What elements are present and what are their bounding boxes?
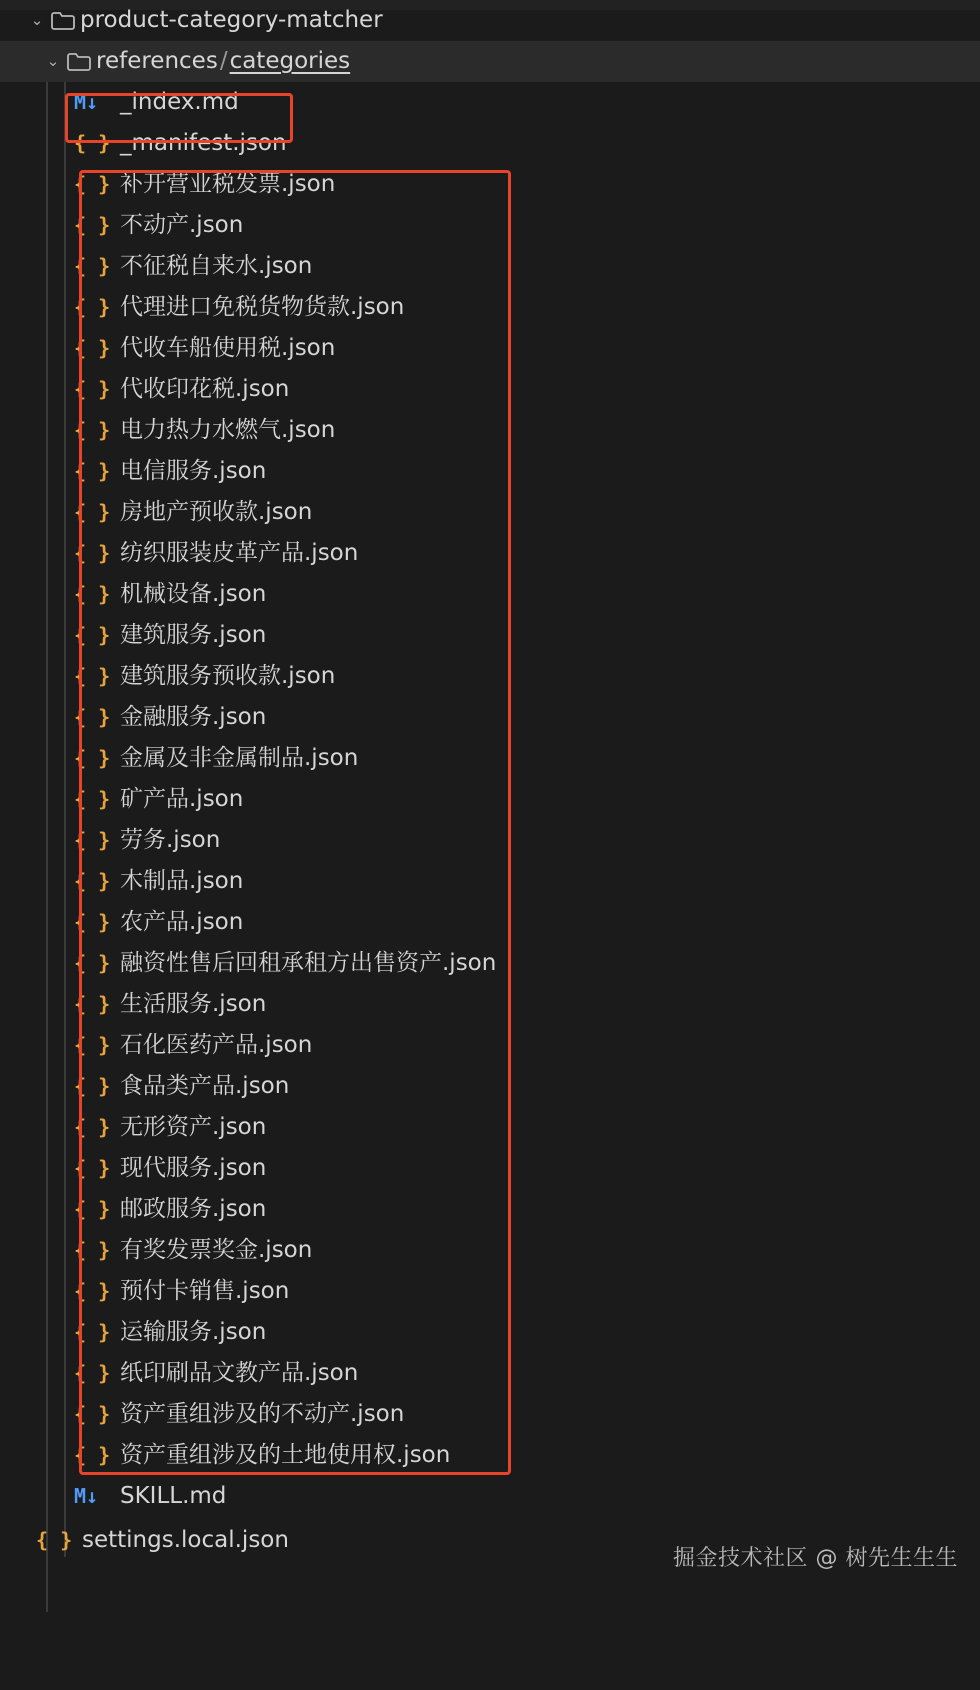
file-name-label: 补开营业税发票.json <box>120 171 336 197</box>
json-icon: { } <box>74 1443 111 1467</box>
file-name-label: 矿产品.json <box>120 786 244 812</box>
chevron-down-icon[interactable]: ⌄ <box>30 11 44 29</box>
file-name-label: 纸印刷品文教产品.json <box>120 1360 359 1386</box>
json-icon: { } <box>74 1402 111 1426</box>
tree-item-project-root[interactable] <box>0 0 980 41</box>
file-name-label: 金融服务.json <box>120 704 267 730</box>
json-icon: { } <box>74 951 111 975</box>
file-name-label: 不动产.json <box>120 212 244 238</box>
tree-item-file[interactable] <box>0 410 980 451</box>
json-icon: { } <box>74 213 111 237</box>
file-name-label: 现代服务.json <box>120 1155 267 1181</box>
file-name-label: 生活服务.json <box>120 991 267 1017</box>
json-icon: { } <box>74 541 111 565</box>
tree-item-file[interactable] <box>0 779 980 820</box>
tree-item-file[interactable] <box>0 287 980 328</box>
tree-item-file[interactable] <box>0 533 980 574</box>
file-name-label: 代理进口免税货物货款.json <box>120 294 405 320</box>
skill-md-label: SKILL.md <box>120 1483 227 1509</box>
watermark-text: 掘金技术社区 @ 树先生生生 <box>673 1546 958 1571</box>
tree-item-file[interactable] <box>0 1148 980 1189</box>
file-name-label: 纺织服装皮革产品.json <box>120 540 359 566</box>
tree-item-file[interactable] <box>0 615 980 656</box>
file-name-label: 农产品.json <box>120 909 244 935</box>
file-name-label: 运输服务.json <box>120 1319 267 1345</box>
tree-item-file[interactable] <box>0 246 980 287</box>
tree-item-skill-md[interactable] <box>0 1476 226 1517</box>
json-icon: { } <box>74 377 111 401</box>
json-icon: { } <box>74 295 111 319</box>
file-name-label: 代收车船使用税.json <box>120 335 336 361</box>
tree-item-file[interactable] <box>0 656 980 697</box>
file-name-label: 食品类产品.json <box>120 1073 290 1099</box>
json-icon: { } <box>74 1361 111 1385</box>
json-icon: { } <box>74 582 111 606</box>
categories-folder-label: categories <box>229 48 351 74</box>
tree-item-file[interactable] <box>0 1271 980 1312</box>
json-icon: { } <box>74 254 111 278</box>
tree-item-file[interactable] <box>0 943 980 984</box>
json-icon: { } <box>74 1033 111 1057</box>
partial-row-text <box>0 1676 980 1678</box>
tree-item-file[interactable] <box>0 205 980 246</box>
tree-item-file[interactable] <box>0 1230 980 1271</box>
json-icon: { } <box>74 828 111 852</box>
file-name-label: 房地产预收款.json <box>120 499 313 525</box>
json-icon: { } <box>36 1528 73 1552</box>
json-icon: { } <box>74 869 111 893</box>
json-icon: { } <box>74 746 111 770</box>
tree-item-file[interactable] <box>0 1189 980 1230</box>
tree-item-file[interactable] <box>0 902 980 943</box>
file-name-label: 木制品.json <box>120 868 244 894</box>
tree-item-file[interactable] <box>0 123 980 164</box>
file-list <box>0 82 980 1476</box>
json-icon: { } <box>74 1320 111 1344</box>
chevron-down-icon[interactable]: ⌄ <box>46 52 60 70</box>
json-icon: { } <box>74 1238 111 1262</box>
tree-item-file[interactable] <box>0 451 980 492</box>
json-icon: { } <box>74 992 111 1016</box>
json-icon: { } <box>74 1115 111 1139</box>
json-icon: { } <box>74 336 111 360</box>
tree-item-file[interactable] <box>0 1066 980 1107</box>
file-name-label: 预付卡销售.json <box>120 1278 290 1304</box>
file-name-label: 不征税自来水.json <box>120 253 313 279</box>
project-root-label: product-category-matcher <box>80 7 383 33</box>
file-name-label: 金属及非金属制品.json <box>120 745 359 771</box>
tree-item-file[interactable] <box>0 1025 980 1066</box>
file-name-label: 电力热力水燃气.json <box>120 417 336 443</box>
tree-item-settings-local-json[interactable] <box>0 1520 289 1561</box>
path-separator: / <box>219 48 228 74</box>
tree-item-file[interactable] <box>0 1353 980 1394</box>
tree-item-file[interactable] <box>0 1394 980 1435</box>
tree-item-file[interactable] <box>0 82 980 123</box>
tree-item-file[interactable] <box>0 1435 980 1476</box>
json-icon: { } <box>74 910 111 934</box>
file-name-label: 无形资产.json <box>120 1114 267 1140</box>
tree-item-file[interactable] <box>0 328 980 369</box>
json-icon: { } <box>74 1074 111 1098</box>
tree-item-file[interactable] <box>0 697 980 738</box>
json-icon: { } <box>74 1156 111 1180</box>
file-name-label: 资产重组涉及的不动产.json <box>120 1401 405 1427</box>
file-name-label: _manifest.json <box>120 130 287 156</box>
tree-item-file[interactable] <box>0 1312 980 1353</box>
file-name-label: _index.md <box>120 89 239 115</box>
json-icon: { } <box>74 1279 111 1303</box>
tree-item-file[interactable] <box>0 574 980 615</box>
json-icon: { } <box>74 418 111 442</box>
json-icon: { } <box>74 459 111 483</box>
tree-item-file[interactable] <box>0 492 980 533</box>
json-icon: { } <box>74 623 111 647</box>
markdown-icon: M↓ <box>74 90 99 114</box>
file-name-label: 劳务.json <box>120 827 221 853</box>
tree-item-references-categories[interactable] <box>0 41 980 82</box>
folder-icon <box>50 11 80 31</box>
file-name-label: 融资性售后回租承租方出售资产.json <box>120 950 497 976</box>
file-name-label: 有奖发票奖金.json <box>120 1237 313 1263</box>
json-icon: { } <box>74 500 111 524</box>
folder-icon <box>66 52 96 72</box>
file-name-label: 建筑服务预收款.json <box>120 663 336 689</box>
tree-item-file[interactable] <box>0 738 980 779</box>
file-name-label: 邮政服务.json <box>120 1196 267 1222</box>
json-icon: { } <box>74 1197 111 1221</box>
json-icon: { } <box>74 172 111 196</box>
tree-item-file[interactable] <box>0 1107 980 1148</box>
json-icon: { } <box>74 705 111 729</box>
tree-item-partial-bottom <box>0 1676 980 1690</box>
file-name-label: 资产重组涉及的土地使用权.json <box>120 1442 451 1468</box>
settings-local-json-label: settings.local.json <box>82 1527 289 1553</box>
file-name-label: 电信服务.json <box>120 458 267 484</box>
tree-item-file[interactable] <box>0 861 980 902</box>
references-folder-label: references <box>96 48 218 74</box>
file-name-label: 机械设备.json <box>120 581 267 607</box>
file-name-label: 建筑服务.json <box>120 622 267 648</box>
file-name-label: 石化医药产品.json <box>120 1032 313 1058</box>
markdown-icon: M↓ <box>74 1484 99 1508</box>
file-name-label: 代收印花税.json <box>120 376 290 402</box>
tree-item-file[interactable] <box>0 820 980 861</box>
tree-item-file[interactable] <box>0 984 980 1025</box>
json-icon: { } <box>74 131 111 155</box>
json-icon: { } <box>74 664 111 688</box>
tree-item-file[interactable] <box>0 164 980 205</box>
json-icon: { } <box>74 787 111 811</box>
tree-item-file[interactable] <box>0 369 980 410</box>
